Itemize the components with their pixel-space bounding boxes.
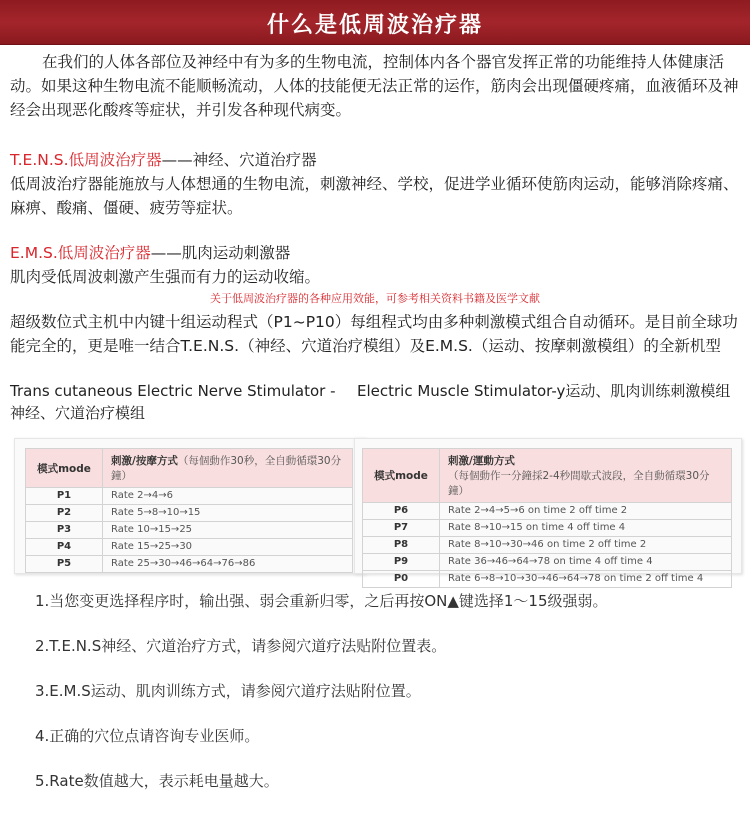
note-item: 1.当您变更选择程序时，输出强、弱会重新归零，之后再按ON▲键选择1～15级强弱。 [35, 592, 608, 610]
table-header-method [103, 449, 353, 488]
table-header-method-label: 刺激/運動方式 [448, 455, 515, 467]
title-banner [0, 0, 750, 45]
mode-code: P8 [363, 537, 440, 554]
mode-code: P2 [26, 505, 103, 522]
note-item: 5.Rate数值越大，表示耗电量越大。 [35, 772, 279, 790]
mode-rate: Rate 2→4→6 [103, 488, 353, 505]
table-row [363, 554, 732, 571]
table-header-method [440, 449, 732, 503]
table-row [26, 556, 353, 573]
table-row [363, 503, 732, 520]
ems-paragraph: 肌肉受低周波刺激产生强而有力的运动收缩。 [10, 268, 321, 286]
program-paragraph: 超级数位式主机中内键十组运动程式（P1~P10）每组程式均由多种刺激模式组合自动循环。是目前全球功能完全的，更是唯一结合T.E.N.S.（神经、穴道治疗模组）及E.M.S.（运动、按摩刺激模组）的全新机型 [10, 313, 738, 355]
ems-module-caption: Electric Muscle Stimulator-y运动、肌肉训练刺激模组 [357, 382, 731, 400]
table-header-mode: 模式mode [26, 449, 103, 488]
table-row [363, 520, 732, 537]
intro-paragraph: 在我们的人体各部位及神经中有为多的生物电流，控制体内各个器官发挥正常的功能维持人体健康活动。如果这种生物电流不能顺畅流动，人体的技能便无法正常的运作，筋肉会出现僵硬疼痛，血液循环及神经会出现恶化酸疼等症状，并引发各种现代病变。 [10, 53, 739, 119]
table-header-method-label: 刺激/按摩方式 [111, 455, 178, 467]
table-row [26, 539, 353, 556]
table-row [363, 537, 732, 554]
tens-heading-red: T.E.N.S.低周波治疗器 [10, 151, 162, 169]
tens-heading-dark: ——神经、穴道治疗器 [161, 151, 317, 169]
mode-code: P9 [363, 554, 440, 571]
page-title: 什么是低周波治疗器 [266, 13, 483, 38]
mode-rate: Rate 2→4→5→6 on time 2 off time 2 [440, 503, 732, 520]
ems-heading-dark: ——肌肉运动刺激器 [150, 244, 291, 262]
table-row [26, 488, 353, 505]
tens-module-caption: Trans cutaneous Electric Nerve Stimulator -神经、穴道治疗模组 [10, 382, 336, 422]
ems-mode-table [362, 448, 732, 588]
mode-code: P1 [26, 488, 103, 505]
mode-rate: Rate 6→8→10→30→46→64→78 on time 2 off time 4 [440, 571, 732, 588]
mode-code: P0 [363, 571, 440, 588]
table-header-method-note: （每個動作30秒，全自動循環30分鐘） [111, 455, 342, 482]
table-row [26, 522, 353, 539]
mode-code: P4 [26, 539, 103, 556]
table-header-mode: 模式mode [363, 449, 440, 503]
mode-code: P6 [363, 503, 440, 520]
mode-code: P7 [363, 520, 440, 537]
mode-code: P3 [26, 522, 103, 539]
tens-heading [10, 148, 740, 172]
mode-rate: Rate 5→8→10→15 [103, 505, 353, 522]
mode-rate: Rate 15→25→30 [103, 539, 353, 556]
mode-rate: Rate 25→30→46→64→76→86 [103, 556, 353, 573]
mode-code: P5 [26, 556, 103, 573]
note-item: 2.T.E.N.S神经、穴道治疗方式，请参阅穴道疗法贴附位置表。 [35, 637, 447, 655]
table-row [363, 571, 732, 588]
note-item: 3.E.M.S运动、肌肉训练方式，请参阅穴道疗法贴附位置。 [35, 682, 421, 700]
ems-heading-red: E.M.S.低周波治疗器 [10, 244, 151, 262]
mode-rate: Rate 36→46→64→78 on time 4 off time 4 [440, 554, 732, 571]
mode-rate: Rate 8→10→30→46 on time 2 off time 2 [440, 537, 732, 554]
tens-paragraph: 低周波治疗器能施放与人体想通的生物电流，刺激神经、学校，促进学业循环使筋肉运动，能够消除疼痛、麻痹、酸痛、僵硬、疲劳等症状。 [10, 175, 739, 217]
mode-rate: Rate 8→10→15 on time 4 off time 4 [440, 520, 732, 537]
reference-notice: 关于低周波治疗器的各种应用效能，可参考相关资料书籍及医学文献 [210, 292, 540, 305]
mode-rate: Rate 10→15→25 [103, 522, 353, 539]
ems-heading [10, 241, 740, 265]
table-row [26, 505, 353, 522]
note-item: 4.正确的穴位点请咨询专业医师。 [35, 727, 260, 745]
tens-mode-table [25, 448, 353, 573]
table-header-method-note: （每個動作一分鐘採2-4秒間歇式波段，全自動循環30分鐘） [448, 470, 710, 497]
